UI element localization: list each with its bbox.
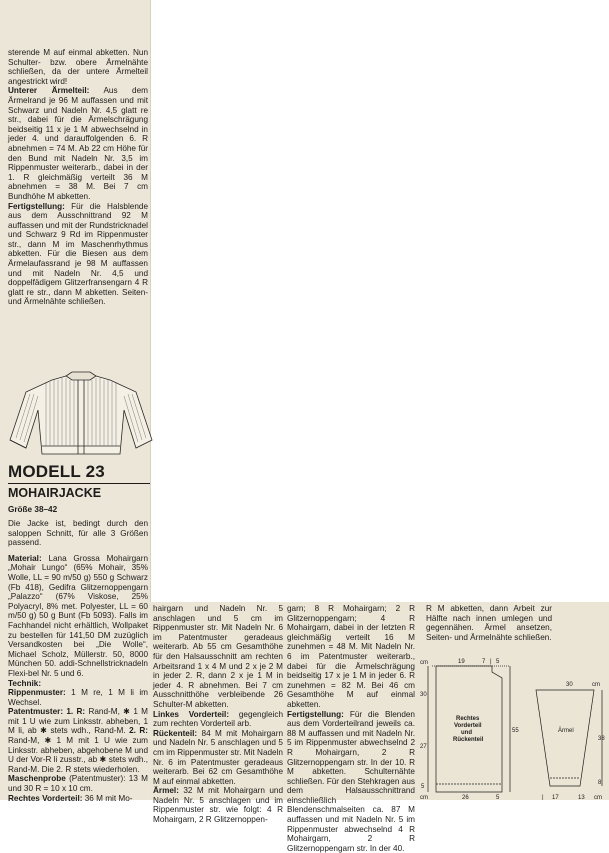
body-top-5: 5 <box>496 659 500 665</box>
heading-material: Material: <box>8 553 42 563</box>
body-bottom-26: 26 <box>462 795 469 800</box>
body-left-5: 5 <box>421 784 425 790</box>
body-piece-outline <box>436 666 502 792</box>
text-unterer-aermelteil: Aus dem Ärmelrand je 96 M auffassen und mit Schwarz und Nadeln Nr. 4,5 glatt re str., dabei für die Ärmelschrägung beidseitig 11 x je 1 M abwechselnd in jeder 4. und darauffolgenden 6. R abnehmen = 74 M. Ab 22 cm Höhe für den Bund mit Nadeln Nr. 3,5 im Rippenmuster weiterarb., dabei in der 1. R gleichmäßig verteilt 36 M abnehmen = 38 M. Bei 7 cm Bundhöhe M abketten. <box>8 86 148 201</box>
heading-patentmuster: Patentmuster: 1. R: <box>8 707 86 717</box>
paragraph-size: Die Jacke ist, bedingt durch den saloppen Schnitt, für alle 3 Größen passend. <box>8 519 148 548</box>
paragraph-rechtes-vorderteil <box>8 794 148 804</box>
body-left-27: 27 <box>420 744 427 750</box>
body-top-bar: | <box>490 659 492 665</box>
paragraph-rueckenteil <box>153 729 283 787</box>
sleeve-piece-outline <box>536 690 594 786</box>
paragraph-aermel <box>153 786 283 824</box>
body-left-30: 30 <box>420 692 427 698</box>
model-subtitle: MOHAIRJACKE <box>8 486 102 500</box>
paragraph-material <box>8 554 148 679</box>
text-linkes-vorderteil: gegengleich zum rechten Vorderteil arb. <box>153 709 283 729</box>
paragraph-intro: sterende M auf einmal abketten. Nun Schulter- bzw. obere Ärmelnähte schließen, da der untere Ärmelteil angestrickt wird! <box>8 48 148 86</box>
text-rechtes-vorderteil: 36 M mit Mo- <box>82 793 133 803</box>
heading-maschenprobe: Maschenprobe <box>8 774 66 784</box>
text-patent-row2: Rand-M, ✱ 1 M mit 1 U wie zum Linksstr. abheben, abgehobene M und U der Vor-R li zusstr., ab ✱ stets wdh., Rand-M. Die 2. R stets wiederholen. <box>8 736 148 774</box>
body-top-cm: cm <box>420 660 428 666</box>
pattern-schematic <box>418 656 608 800</box>
text-patentmuster: Rand-M, ✱ 1 M mit 1 U wie zum Linksstr. abheben, 1 M li, ab ✱ stets wdh., Rand-M. <box>8 707 148 736</box>
sleeve-bottom-13: 13 <box>578 795 585 800</box>
sleeve-bottom-17: 17 <box>552 795 559 800</box>
jacket-illustration <box>6 370 156 458</box>
body-label-2: Vorderteil <box>454 723 482 729</box>
sleeve-label: Ärmel <box>558 728 574 734</box>
paragraph-unterer-aermelteil <box>8 86 148 201</box>
heading-fertigstellung-2: Fertigstellung: <box>287 709 344 719</box>
heading-patent-row2: 2. R: <box>129 726 148 736</box>
paragraph-patentmuster <box>8 707 148 774</box>
text-maschenprobe: (Patentmuster): 13 M und 30 R = 10 x 10 cm. <box>8 774 148 794</box>
paragraph-rippenmuster <box>8 688 148 707</box>
paragraph-finish: R M abketten, dann Arbeit zur Hälfte nach innen umlegen und gegennähen. Ärmel ansetzen, Seiten- und Ärmelnähte schließen. <box>426 604 552 642</box>
body-label-4: Rückenteil <box>453 737 484 743</box>
body-bottom-5: 5 <box>496 795 500 800</box>
technik-label: Technik: <box>8 678 42 688</box>
heading-linkes-vorderteil: Linkes Vorderteil: <box>153 709 230 719</box>
text-fertigstellung-2: Für die Blenden aus dem Vorderteilrand jeweils ca. 88 M auffassen und mit Nadeln Nr. 5 im Rippenmuster abwechselnd 2 R Mohairgarn, 2 R Glitzernoppengarn str. In der 10. R M abketten. Schulternähte schließen. Für den Stehkragen aus dem Halsausschnittrand einschließlich Blendenschmalseiten ca. 87 M auffassen und mit Nadeln Nr. 5 im Rippenmuster abwechselnd 4 R Mohairgarn, 2 R Glitzernoppengarn str. In der 40. <box>287 709 415 853</box>
sleeve-top-cm: cm <box>592 682 600 688</box>
text-fertigstellung: Für die Halsblende aus dem Ausschnittrand 92 M auffassen und mit der Rundstricknadel und Schwarz 9 Rd im Rippenmuster str., dann M im Maschenrhythmus abketten. Für die Biesen aus dem Ärmelaufassrand je 98 M auffassen und mit Nadeln Nr. 4,5 und doppelfädigem Glitzerfransengarn 4 R glatt re str., dann M abketten. Seiten- und Ärmelnähte schließen. <box>8 201 148 307</box>
heading-rechtes-vorderteil: Rechtes Vorderteil: <box>8 793 83 803</box>
text-rueckenteil: 84 M mit Mohairgarn und Nadeln Nr. 5 anschlagen und 5 cm im Rippenmuster str. Mit Nadeln Nr. 6 im Patentmuster geradeaus weiterarb. Bei 62 cm Gesamthöhe M auf einmal abketten. <box>153 728 283 786</box>
sleeve-right-38: 38 <box>598 736 605 742</box>
body-right-55: 55 <box>512 728 519 734</box>
paragraph-fertigstellung <box>8 202 148 308</box>
heading-rippenmuster: Rippenmuster: <box>8 688 66 698</box>
size-heading: Größe 38–42 <box>8 505 58 514</box>
sleeve-bottom-cm: cm <box>594 795 602 800</box>
heading-fertigstellung: Fertigstellung: <box>8 201 65 211</box>
body-label-3: und <box>461 730 472 736</box>
paragraph-aermel-cont: garn; 8 R Mohairgarn; 2 R Glitzernoppengarn; 4 R Mohairgarn, dabei in der letzten R gleichmäßig verteilt 16 M zunehmen = 48 M. Mit Nadeln Nr. 6 im Patentmuster weiterarb., dabei für die Ärmelschrägung beidseitig 17 x je 1 M in jeder 6. R zunehmen = 82 M. Bei 46 cm Gesamthöhe M auf einmal abketten. <box>287 604 415 709</box>
sleeve-top-30: 30 <box>566 682 573 688</box>
heading-aermel: Ärmel: <box>153 786 179 796</box>
text-column-left <box>8 519 148 803</box>
sleeve-bottom-tick: | <box>542 795 544 800</box>
text-material: Lana Grossa Mohairgarn „Mohair Lungo“ (65% Mohair, 35% Wolle, LL = 90 m/50 g) 550 g Schwarz (Fb 418), Gedifra Glitzernoppengarn „Palazzo“ (67% Viskose, 25% Polyacryl, 8% met. Polyester, LL = 60 m/50 g) 50 g Bunt (Fb 5093). Falls im Fachhandel nicht erhältlich, Wollpaket zu bestellen für 141,50 DM zuzüglich Versandkosten bei „Die Wolle“, Michael Scholz, Müllerstr. 50, 8000 München 50. addi-Schnellstricknadeln Flexi-bel Nr. 5 und 6. <box>8 553 148 678</box>
paragraph-fertigstellung-2 <box>287 710 415 853</box>
heading-rueckenteil: Rückenteil: <box>153 728 198 738</box>
heading-unterer-aermelteil: Unterer Ärmelteil: <box>8 86 90 96</box>
text-aermel: 32 M mit Mohairgarn und Nadeln Nr. 5 anschlagen und im Rippenmuster str. wie folgt: 4 R Mohairgarn, 2 R Glitzernoppen- <box>153 786 283 825</box>
body-label-1: Rechtes <box>456 716 480 722</box>
text-column-top <box>8 48 148 307</box>
text-column-4 <box>426 604 552 642</box>
body-top-7: 7 <box>482 659 486 665</box>
heading-technik <box>8 679 148 689</box>
sleeve-right-8: 8 <box>598 780 602 786</box>
paragraph-linkes-vorderteil <box>153 710 283 729</box>
text-column-2 <box>153 604 283 825</box>
text-column-3 <box>287 604 415 853</box>
paragraph-maschenprobe <box>8 774 148 793</box>
text-rippenmuster: 1 M re, 1 M li im Wechsel. <box>8 688 148 707</box>
body-top-19: 19 <box>458 659 465 665</box>
model-title: MODELL 23 <box>8 462 150 484</box>
paragraph-vorderteil-cont: hairgarn und Nadeln Nr. 5 anschlagen und 5 cm im Rippenmuster str. Mit Nadeln Nr. 6 im Patentmuster geradeaus weiterarb. Ab 55 cm Gesamthöhe für den Halsausschnitt am rechten Arbeitsrand 1 x 4 M und 2 x je 2 M in jeder 2. R, dann 2 x je 1 M in jeder 4. R abnehmen. Bei 7 cm Ausschnitthöhe verbleibende 26 Schulter-M abketten. <box>153 604 283 709</box>
body-bottom-cm: cm <box>420 795 428 800</box>
